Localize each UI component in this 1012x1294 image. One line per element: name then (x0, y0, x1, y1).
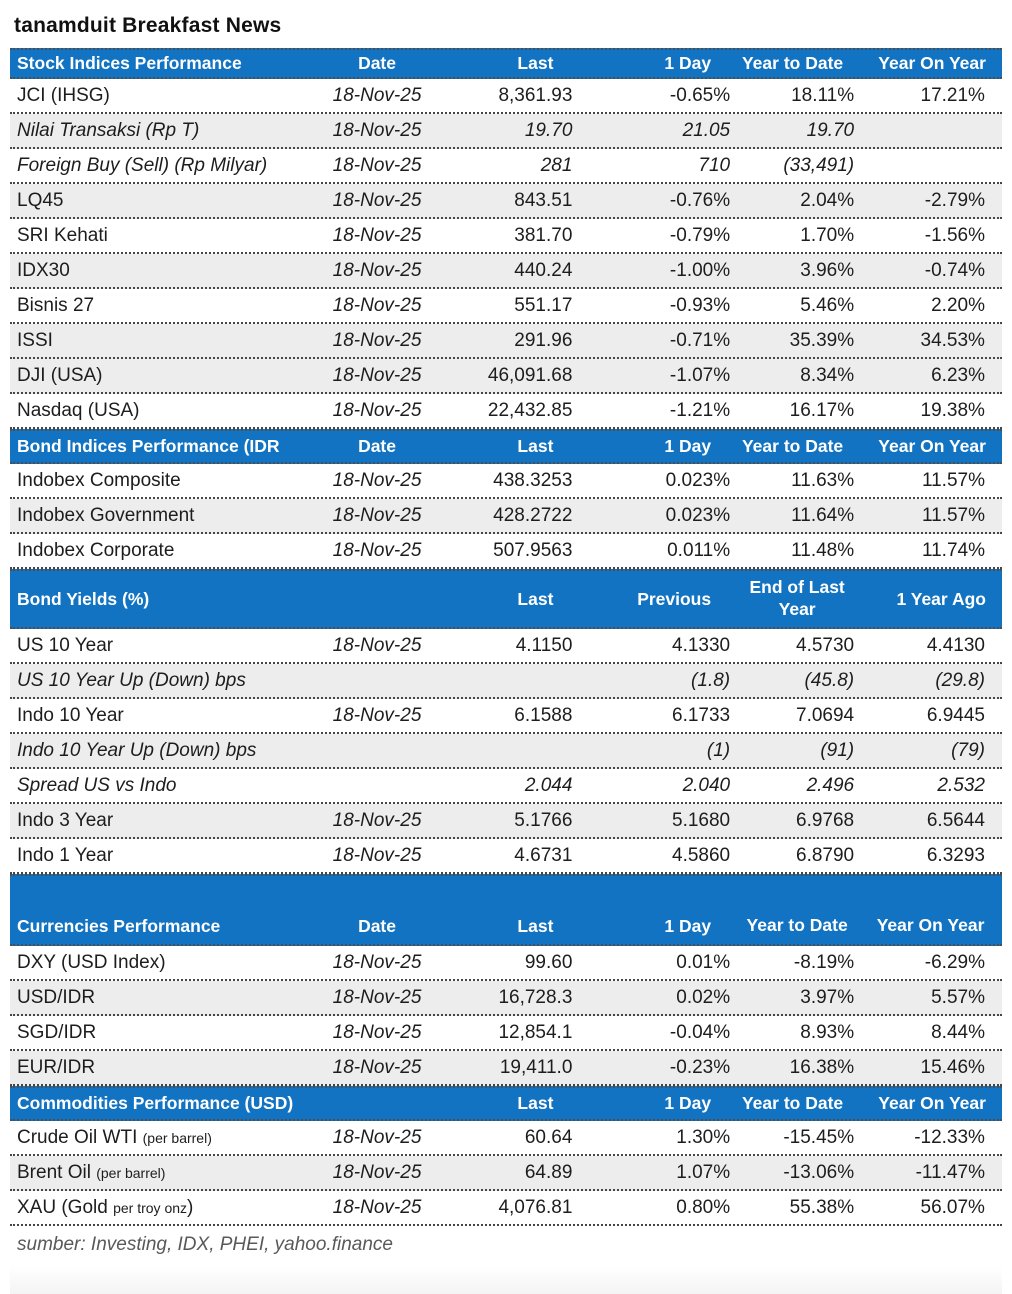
table-row (10, 1121, 1002, 1156)
table-row (10, 839, 1002, 874)
cell-previous: 2.040 (682, 774, 731, 796)
cell-last: 440.24 (514, 259, 573, 281)
cell-last: 381.70 (514, 224, 573, 246)
cell-last: 19.70 (524, 119, 573, 141)
column-header-1-year-ago: 1 Year Ago (896, 588, 986, 609)
cell-last: 551.17 (514, 294, 573, 316)
cell-yoy: 19.38% (920, 399, 985, 421)
cell-1day: -1.07% (669, 364, 731, 386)
cell-instrument: Spread US vs Indo (17, 774, 177, 796)
cell-ytd: 3.97% (800, 986, 855, 1008)
cell-instrument (10, 1162, 310, 1184)
cell-ytd: 3.96% (800, 259, 855, 281)
cell-instrument: JCI (IHSG) (17, 84, 110, 106)
cell-instrument: Nasdaq (USA) (17, 399, 140, 421)
table-row (10, 394, 1002, 429)
cell-previous: 4.5860 (672, 844, 731, 866)
cell-ytd: 16.38% (789, 1056, 855, 1078)
column-header-yoy: Year On Year (878, 1093, 986, 1113)
column-header-last: Last (517, 53, 554, 73)
table-row (10, 981, 1002, 1016)
cell-previous: (1) (706, 739, 731, 761)
cell-end-of-last-year: (91) (820, 739, 855, 761)
cell-yoy: 15.46% (920, 1056, 985, 1078)
cell-date: 18-Nov-25 (332, 986, 422, 1008)
cell-1day: 0.023% (665, 504, 731, 526)
cell-instrument (10, 1197, 310, 1219)
cell-last: 8,361.93 (498, 84, 573, 106)
cell-date: 18-Nov-25 (332, 504, 422, 526)
cell-previous: (1.8) (691, 669, 731, 691)
cell-instrument: DXY (USD Index) (17, 951, 166, 973)
cell-last: 12,854.1 (498, 1021, 573, 1043)
cell-last: 281 (540, 154, 573, 176)
cell-date: 18-Nov-25 (332, 1196, 422, 1218)
cell-1day: 0.01% (676, 951, 731, 973)
cell-date: 18-Nov-25 (332, 154, 422, 176)
cell-date: 18-Nov-25 (332, 329, 422, 351)
column-header-date: Date (358, 53, 396, 73)
table-row (10, 699, 1002, 734)
cell-yoy: 11.57% (921, 504, 985, 526)
cell-instrument: ISSI (17, 329, 53, 351)
table-row (10, 464, 1002, 499)
cell-date: 18-Nov-25 (332, 189, 422, 211)
cell-1day: 21.05 (682, 119, 731, 141)
bond-yields-header (10, 569, 1002, 629)
table-row (10, 149, 1002, 184)
column-header-section-title: Bond Yields (%) (17, 588, 150, 609)
cell-yoy: -0.74% (924, 259, 985, 281)
commodities-table (10, 1086, 1002, 1226)
currencies-header (10, 874, 1002, 946)
cell-date: 18-Nov-25 (332, 844, 422, 866)
cell-1day: 0.023% (665, 469, 731, 491)
cell-instrument: DJI (USA) (17, 364, 103, 386)
cell-instrument: SGD/IDR (17, 1021, 97, 1043)
instrument-name: XAU (Gold (17, 1196, 114, 1218)
cell-yoy: 11.57% (921, 469, 985, 491)
cell-ytd: 11.63% (791, 469, 855, 491)
cell-end-of-last-year: 6.9768 (796, 809, 855, 831)
table-row (10, 664, 1002, 699)
cell-date: 18-Nov-25 (332, 1126, 422, 1148)
column-header-last: Last (517, 588, 554, 609)
bond-indices-table (10, 429, 1002, 569)
cell-ytd: -15.45% (783, 1126, 855, 1148)
cell-ytd: 8.93% (800, 1021, 855, 1043)
column-header-ytd: Year to Date (746, 915, 848, 936)
table-row (10, 734, 1002, 769)
cell-ytd: 2.04% (800, 189, 855, 211)
cell-instrument: Indobex Corporate (17, 539, 175, 561)
table-row (10, 359, 1002, 394)
cell-last: 6.1588 (514, 704, 573, 726)
cell-date: 18-Nov-25 (332, 84, 422, 106)
cell-1day: -1.21% (669, 399, 731, 421)
cell-instrument: US 10 Year (17, 634, 114, 656)
column-header-yoy: Year On Year (876, 915, 985, 936)
cell-ytd: 16.17% (789, 399, 855, 421)
column-header-1day: 1 Day (664, 436, 712, 456)
column-header-1day: 1 Day (664, 53, 712, 73)
cell-last: 2.044 (524, 774, 573, 796)
cell-date: 18-Nov-25 (332, 469, 422, 491)
table-row (10, 769, 1002, 804)
column-header-section-title: Currencies Performance (17, 916, 221, 936)
cell-1day: 0.02% (676, 986, 731, 1008)
cell-end-of-last-year: 4.5730 (796, 634, 855, 656)
table-row (10, 629, 1002, 664)
cell-ytd: 19.70 (806, 119, 855, 141)
cell-date: 18-Nov-25 (332, 809, 422, 831)
cell-date: 18-Nov-25 (332, 119, 422, 141)
instrument-unit: (per barrel) (142, 1129, 212, 1146)
instrument-unit: (per barrel) (96, 1164, 166, 1181)
cell-instrument: Indo 1 Year (17, 844, 114, 866)
column-header-1day: 1 Day (664, 916, 712, 936)
cell-date: 18-Nov-25 (332, 1021, 422, 1043)
column-header-ytd: Year to Date (741, 436, 844, 456)
table-row (10, 254, 1002, 289)
cell-1day: 0.80% (676, 1196, 731, 1218)
commodities-header (10, 1086, 1002, 1121)
cell-last: 4.1150 (515, 634, 573, 656)
cell-1day: -0.65% (669, 84, 731, 106)
cell-yoy: -12.33% (914, 1126, 985, 1148)
column-header-yoy: Year On Year (878, 53, 986, 73)
cell-yoy: 34.53% (920, 329, 985, 351)
cell-ytd: 1.70% (800, 224, 855, 246)
cell-last: 46,091.68 (487, 364, 573, 386)
cell-yoy: 6.23% (931, 364, 985, 386)
column-header-ytd: Year to Date (741, 1093, 844, 1113)
column-header-section-title: Commodities Performance (USD) (17, 1093, 294, 1113)
table-row (10, 184, 1002, 219)
table-row (10, 1156, 1002, 1191)
cell-1-year-ago: 4.4130 (926, 634, 985, 656)
cell-1day: -0.23% (669, 1056, 731, 1078)
instrument-name: Brent Oil (17, 1161, 97, 1183)
bond-indices-header (10, 429, 1002, 464)
cell-instrument: US 10 Year Up (Down) bps (17, 669, 246, 691)
table-row (10, 79, 1002, 114)
cell-ytd: 11.64% (791, 504, 855, 526)
cell-instrument: Foreign Buy (Sell) (Rp Milyar) (17, 154, 268, 176)
table-row (10, 534, 1002, 569)
cell-last: 64.89 (524, 1161, 573, 1183)
cell-1day: 1.07% (676, 1161, 731, 1183)
cell-last: 99.60 (524, 951, 573, 973)
cell-last: 60.64 (524, 1126, 573, 1148)
cell-end-of-last-year: 6.8790 (796, 844, 855, 866)
cell-date: 18-Nov-25 (332, 259, 422, 281)
cell-ytd: 35.39% (789, 329, 855, 351)
column-header-date: Date (358, 436, 396, 456)
cell-1-year-ago: (29.8) (935, 669, 985, 691)
column-header-last: Last (517, 436, 554, 456)
column-header-date: Date (358, 916, 396, 936)
cell-1-year-ago: 6.5644 (926, 809, 985, 831)
cell-date: 18-Nov-25 (332, 399, 422, 421)
column-header-end-of-last-year: End of Last Year (749, 577, 845, 619)
cell-date: 18-Nov-25 (332, 951, 422, 973)
column-header-last: Last (517, 1093, 554, 1113)
cell-instrument: Indo 3 Year (17, 809, 114, 831)
cell-1day: 710 (698, 154, 731, 176)
cell-last: 4.6731 (514, 844, 573, 866)
cell-previous: 6.1733 (672, 704, 731, 726)
cell-date: 18-Nov-25 (332, 224, 422, 246)
bond-yields-table (10, 569, 1002, 874)
cell-last: 19,411.0 (499, 1056, 573, 1078)
column-header-1day: 1 Day (664, 1093, 712, 1113)
cell-last: 5.1766 (514, 809, 573, 831)
cell-end-of-last-year: 2.496 (806, 774, 855, 796)
table-row (10, 1051, 1002, 1086)
table-row (10, 1016, 1002, 1051)
stock-indices-table (10, 48, 1002, 429)
cell-yoy: -1.56% (924, 224, 985, 246)
cell-date: 18-Nov-25 (332, 1056, 422, 1078)
table-row (10, 1191, 1002, 1226)
column-header-section-title: Stock Indices Performance (17, 53, 242, 73)
cell-1day: -0.04% (669, 1021, 731, 1043)
cell-date: 18-Nov-25 (332, 634, 422, 656)
cell-yoy: -11.47% (915, 1161, 985, 1183)
column-header-previous: Previous (637, 588, 712, 609)
table-row (10, 804, 1002, 839)
table-row (10, 946, 1002, 981)
cell-ytd: -8.19% (793, 951, 855, 973)
cell-last: 507.9563 (493, 539, 573, 561)
cell-yoy: 17.21% (920, 84, 985, 106)
cell-date: 18-Nov-25 (332, 704, 422, 726)
cell-instrument: USD/IDR (17, 986, 96, 1008)
cell-end-of-last-year: 7.0694 (796, 704, 855, 726)
cell-last: 843.51 (514, 189, 573, 211)
cell-1day: -1.00% (669, 259, 731, 281)
source-note: sumber: Investing, IDX, PHEI, yahoo.finance (17, 1234, 393, 1255)
cell-1day: -0.71% (669, 329, 731, 351)
cell-instrument: Bisnis 27 (17, 294, 95, 316)
cell-last: 438.3253 (493, 469, 573, 491)
cell-last: 22,432.85 (487, 399, 573, 421)
cell-yoy: 56.07% (920, 1196, 985, 1218)
instrument-name-end: ) (187, 1196, 194, 1218)
cell-1day: -0.79% (669, 224, 731, 246)
column-header-section-title: Bond Indices Performance (IDR (17, 436, 280, 456)
cell-yoy: 11.74% (921, 539, 985, 561)
cell-1-year-ago: 6.9445 (926, 704, 985, 726)
cell-instrument: Indobex Composite (17, 469, 181, 491)
cell-previous: 5.1680 (672, 809, 731, 831)
cell-ytd: 55.38% (789, 1196, 855, 1218)
instrument-name: Crude Oil WTI (17, 1126, 143, 1148)
table-row (10, 289, 1002, 324)
cell-instrument: Indobex Government (17, 504, 195, 526)
cell-1-year-ago: 6.3293 (926, 844, 985, 866)
cell-last: 16,728.3 (498, 986, 573, 1008)
cell-yoy: 2.20% (931, 294, 985, 316)
column-header-yoy: Year On Year (878, 436, 986, 456)
cell-ytd: 18.11% (791, 84, 855, 106)
instrument-unit: per troy onz (113, 1199, 188, 1216)
bottom-whitespace (10, 1266, 1002, 1294)
cell-date: 18-Nov-25 (332, 364, 422, 386)
stock-indices-header (10, 48, 1002, 79)
cell-1day: 0.011% (667, 539, 731, 561)
cell-previous: 4.1330 (672, 634, 731, 656)
cell-end-of-last-year: (45.8) (804, 669, 855, 691)
currencies-table (10, 874, 1002, 1086)
cell-instrument: LQ45 (17, 189, 64, 211)
cell-ytd: 11.48% (791, 539, 855, 561)
cell-instrument: Nilai Transaksi (Rp T) (17, 119, 200, 141)
cell-ytd: (33,491) (783, 154, 855, 176)
cell-yoy: -6.29% (924, 951, 985, 973)
cell-1day: 1.30% (676, 1126, 731, 1148)
column-header-last: Last (517, 916, 554, 936)
table-row (10, 114, 1002, 149)
cell-instrument: Indo 10 Year Up (Down) bps (17, 739, 257, 761)
cell-last: 4,076.81 (498, 1196, 573, 1218)
cell-yoy: 8.44% (931, 1021, 985, 1043)
cell-1-year-ago: 2.532 (937, 774, 985, 796)
table-row (10, 499, 1002, 534)
cell-last: 291.96 (514, 329, 573, 351)
cell-1-year-ago: (79) (951, 739, 985, 761)
cell-yoy: -2.79% (924, 189, 985, 211)
table-row (10, 219, 1002, 254)
cell-date: 18-Nov-25 (332, 539, 422, 561)
cell-instrument: EUR/IDR (17, 1056, 96, 1078)
cell-ytd: 5.46% (800, 294, 855, 316)
table-row (10, 324, 1002, 359)
page-title: tanamduit Breakfast News (14, 14, 282, 37)
cell-yoy: 5.57% (931, 986, 985, 1008)
cell-ytd: -13.06% (783, 1161, 855, 1183)
cell-instrument: IDX30 (17, 259, 70, 281)
cell-instrument (10, 1127, 310, 1149)
cell-1day: -0.76% (669, 189, 731, 211)
cell-1day: -0.93% (669, 294, 731, 316)
cell-ytd: 8.34% (800, 364, 855, 386)
cell-instrument: SRI Kehati (17, 224, 108, 246)
cell-last: 428.2722 (493, 504, 573, 526)
column-header-ytd: Year to Date (741, 53, 844, 73)
cell-instrument: Indo 10 Year (17, 704, 124, 726)
cell-date: 18-Nov-25 (332, 1161, 422, 1183)
cell-date: 18-Nov-25 (332, 294, 422, 316)
